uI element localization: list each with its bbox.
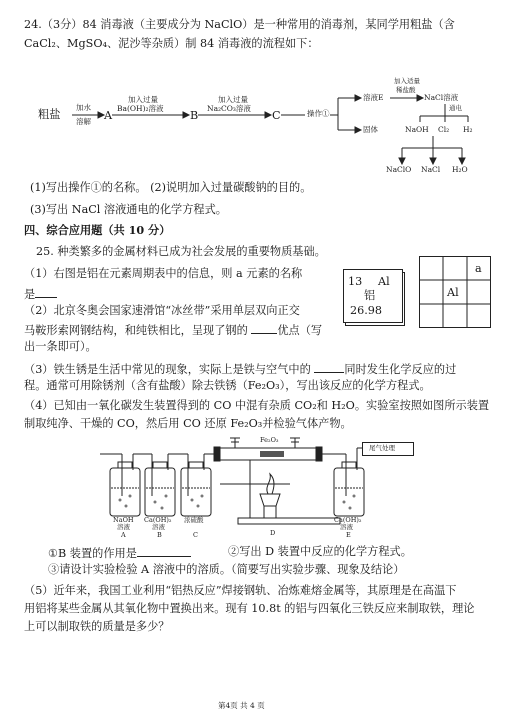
apparatus-diagram (100, 434, 420, 542)
flow-step2-top: 加入过量 (128, 95, 158, 104)
q25-p5a: （5）近年来，我国工业利用“铝热反应”焊接钢轨、冶炼难熔金属等，其原理是在高温下 (24, 584, 457, 597)
bottle-b-label1: Ca(OH)₂ (144, 516, 172, 524)
q25-p2b-tail: 优点（写 (277, 324, 323, 337)
flow-diagram (0, 60, 513, 185)
grid-cell-a: a (475, 262, 482, 275)
flow-naoh: NaOH (405, 125, 429, 134)
q25-p2b (24, 322, 322, 337)
flow-step1-top: 加水 (76, 103, 91, 112)
label-E: E (346, 531, 351, 539)
label-C: C (193, 531, 198, 539)
tail-gas-box (362, 442, 414, 456)
q25-p3b: 程。通常可用除锈剂（含有盐酸）除去铁锈（Fe₂O₃），写出该反应的化学方程式。 (24, 379, 431, 392)
bottle-e-label2: 溶液 (340, 523, 353, 531)
element-name: 铝 (364, 289, 376, 302)
q25-p4b: 制取纯净、干燥的 CO，然后用 CO 还原 Fe₂O₃并检验气体产物。 (24, 417, 352, 430)
flow-electrolysis: 通电 (449, 104, 462, 112)
flow-product-nacl: NaCl (421, 165, 441, 174)
flow-product-naclo: NaClO (386, 165, 412, 174)
flow-C: C (272, 109, 281, 122)
q25-p3a-text: （3）铁生锈是生活中常见的现象，实际上是铁与空气中的 (24, 363, 315, 376)
flow-h2: H₂ (463, 125, 473, 134)
q24-sub3: (3)写出 NaCl 溶液通电的化学方程式。 (30, 203, 227, 216)
q24-line2: CaCl₂、MgSO₄、泥沙等杂质）制 84 消毒液的流程如下： (24, 37, 319, 50)
flow-step3-bottom: Na₂CO₃溶液 (207, 104, 251, 113)
q25-sub1-text: ①B 装置的作用是 (48, 547, 137, 560)
bottle-e-label1: Ca(OH)₂ (334, 516, 362, 524)
q25-p2c: 出一条即可）。 (24, 340, 97, 353)
q25-p5b: 用铝将某些金属从其氧化物中置换出来。现有 10.8t 的铝与四氧化三铁反应来制取铁，理论 (24, 602, 475, 615)
answer-blank (251, 322, 277, 334)
bottle-a-label2: 溶液 (117, 523, 130, 531)
q25-p5c: 上可以制取铁的质量是多少？ (24, 620, 170, 633)
flow-cl2: Cl₂ (438, 125, 450, 134)
q25-p1b-text: 是 (24, 288, 36, 301)
element-mass: 26.98 (350, 304, 383, 317)
flow-step4-top: 加入适量 (394, 77, 420, 85)
q25-p2b-text: 马鞍形索网钢结构，和纯铁相比，呈现了钢的 (24, 324, 252, 337)
q25-p4a: （4）已知由一氧化碳发生装置得到的 CO 中混有杂质 CO₂和 H₂O。实验室按照如图所示装置 (24, 399, 490, 412)
bottle-a-label1: NaOH (113, 516, 134, 524)
label-D: D (270, 529, 276, 537)
bottle-c-label: 浓硫酸 (184, 516, 204, 524)
flow-B: B (190, 109, 199, 122)
answer-blank (137, 545, 191, 557)
q25-sub2: ②写出 D 装置中反应的化学方程式。 (228, 545, 412, 558)
element-number: 13 (348, 275, 363, 288)
flow-step2-bottom: Ba(OH)₂溶液 (117, 104, 164, 113)
q25-p3a-tail: 同时发生化学反应的过 (344, 363, 457, 376)
q25-p3a (24, 361, 456, 376)
label-A: A (121, 531, 126, 539)
flow-nacl-solution: NaCl溶液 (424, 93, 459, 102)
flow-start: 粗盐 (38, 108, 61, 121)
q25-sub1 (48, 545, 191, 560)
flow-solid: 固体 (363, 125, 378, 134)
element-card (345, 272, 405, 326)
q25-p1a: （1）右图是铝在元素周期表中的信息，则 a 元素的名称 (24, 267, 303, 280)
q25-p1b (24, 286, 57, 301)
q25-sub3: ③请设计实验检验 A 溶液中的溶质。（简要写出实验步骤、现象及结论） (48, 563, 405, 576)
flow-filtrate: 溶液E (363, 93, 384, 102)
q24-line1: 24.（3分）84 消毒液（主要成分为 NaClO）是一种常用的消毒剂，某同学用粗盐（含 (24, 18, 455, 31)
page-footer: 第4页 共 4 页 (218, 701, 265, 710)
grid-cell-al: Al (447, 286, 459, 299)
flow-operation: 操作① (307, 109, 330, 118)
q25-intro: 25. 种类繁多的金属材料已成为社会发展的重要物质基础。 (36, 245, 326, 258)
element-card-front (343, 269, 403, 323)
q25-p2a: （2）北京冬奥会国家速滑馆“冰丝带”采用单层双向正交 (24, 304, 300, 317)
flow-step4-bottom: 稀盐酸 (396, 86, 416, 94)
tail-gas-label: 尾气处理 (369, 444, 395, 452)
q24-sub1: (1)写出操作①的名称。 (2)说明加入过量碳酸钠的目的。 (30, 181, 312, 194)
section-title: 四、综合应用题（共 10 分） (24, 223, 171, 237)
label-B: B (157, 531, 162, 539)
answer-blank (35, 286, 57, 298)
flow-step1-bottom: 溶解 (76, 117, 91, 126)
flow-step3-top: 加入过量 (218, 95, 248, 104)
element-symbol: Al (378, 275, 390, 288)
fe2o3-label: Fe₂O₃ (260, 436, 279, 444)
flow-product-h2o: H₂O (452, 165, 468, 174)
flow-A: A (104, 109, 113, 122)
answer-blank (314, 361, 344, 373)
periodic-grid (419, 256, 491, 328)
bottle-b-label2: 溶液 (152, 523, 165, 531)
